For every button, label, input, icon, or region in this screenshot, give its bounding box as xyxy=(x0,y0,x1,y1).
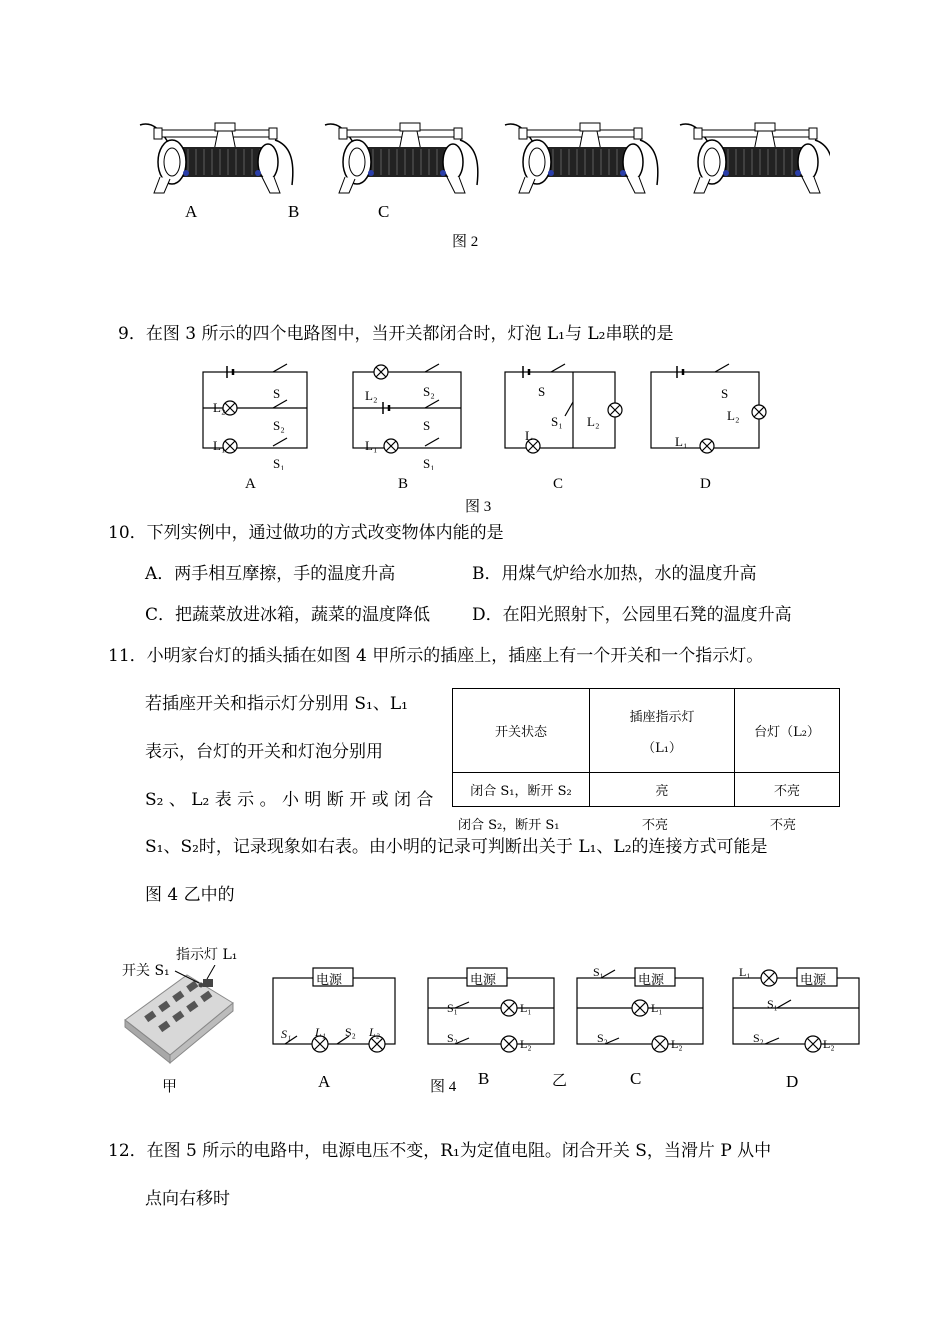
fig2-caption: 图 2 xyxy=(452,234,479,250)
svg-text:S₁: S₁ xyxy=(273,456,285,470)
svg-text:S: S xyxy=(423,418,431,433)
power-strip-image xyxy=(115,965,240,1070)
svg-text:L₁: L₁ xyxy=(520,1001,532,1015)
q10-option-c: C．把蔬菜放进冰箱，蔬菜的温度降低 xyxy=(145,605,431,625)
fig3-label-d: D xyxy=(700,476,711,492)
q11-record-table xyxy=(452,688,840,807)
svg-text:S: S xyxy=(721,386,729,401)
svg-text:S₂: S₂ xyxy=(753,1031,764,1045)
svg-text:S: S xyxy=(273,386,281,401)
q10-option-b: B．用煤气炉给水加热，水的温度升高 xyxy=(472,564,757,584)
fig4-a-power-label: 电源 xyxy=(316,973,343,988)
table-header-indicator xyxy=(590,689,735,773)
svg-text:L₂: L₂ xyxy=(213,400,226,415)
svg-text:S₂: S₂ xyxy=(345,1025,356,1039)
figure-2-rheostats xyxy=(130,115,830,220)
svg-text:S₁: S₁ xyxy=(551,414,563,429)
table-cell: 不亮 xyxy=(770,818,797,833)
q11-text: 11．小明家台灯的插头插在如图 4 甲所示的插座上，插座上有一个开关和一个指示灯。 xyxy=(108,646,764,666)
table-header-switch: 开关状态 xyxy=(453,689,590,773)
fig4-label-b: B xyxy=(478,1069,490,1088)
svg-text:S: S xyxy=(538,384,546,399)
q10-option-d: D．在阳光照射下，公园里石凳的温度升高 xyxy=(472,605,792,625)
svg-text:S₁: S₁ xyxy=(593,965,604,979)
svg-text:L₁: L₁ xyxy=(315,1025,326,1039)
fig3-label-a: A xyxy=(245,476,256,492)
svg-text:L₂: L₂ xyxy=(671,1037,683,1051)
fig4-label-d: D xyxy=(786,1072,799,1091)
svg-text:L₁: L₁ xyxy=(213,438,226,453)
q11-tail2: 图 4 乙中的 xyxy=(145,885,235,905)
svg-text:L₁: L₁ xyxy=(365,438,378,453)
q9-text: 9．在图 3 所示的四个电路图中，当开关都闭合时，灯泡 L₁与 L₂串联的是 xyxy=(118,324,674,344)
svg-text:S₁: S₁ xyxy=(423,456,435,470)
fig4-label-a: A xyxy=(318,1072,331,1091)
q11-body-line1: 若插座开关和指示灯分别用 S₁、L₁ xyxy=(145,694,408,714)
switch-s1-label: 开关 S₁ xyxy=(122,963,170,979)
q10-text: 10．下列实例中，通过做功的方式改变物体内能的是 xyxy=(108,523,504,543)
svg-text:S₁: S₁ xyxy=(281,1027,292,1041)
q11-body-line3: S₂ 、 L₂ 表 示 。 小 明 断 开 或 闭 合 xyxy=(145,790,434,810)
figure-4-circuits xyxy=(265,958,870,1058)
figure-3-circuits xyxy=(195,360,775,470)
svg-text:L₂: L₂ xyxy=(587,414,600,429)
svg-text:L: L xyxy=(525,428,533,443)
svg-text:S₁: S₁ xyxy=(767,997,778,1011)
table-cell: 闭合 S₂，断开 S₁ xyxy=(458,818,560,833)
fig3-label-b: B xyxy=(398,476,409,492)
svg-text:S₂: S₂ xyxy=(597,1031,608,1045)
svg-text:L₁: L₁ xyxy=(651,1001,663,1015)
svg-text:S₂: S₂ xyxy=(273,418,285,433)
fig2-label-c: C xyxy=(378,202,390,221)
table-header-indicator-line1: 插座指示灯 xyxy=(629,709,695,725)
q11-body-line2: 表示，台灯的开关和灯泡分别用 xyxy=(145,742,383,762)
q10-option-a: A．两手相互摩擦，手的温度升高 xyxy=(145,564,396,584)
svg-text:L₁: L₁ xyxy=(739,965,751,979)
svg-text:L₂: L₂ xyxy=(520,1037,532,1051)
fig4-d-power-label: 电源 xyxy=(800,973,827,988)
svg-text:S₁: S₁ xyxy=(447,1001,458,1015)
svg-text:S₂: S₂ xyxy=(447,1031,458,1045)
table-cell: 不亮 xyxy=(642,818,669,833)
svg-text:L₂: L₂ xyxy=(369,1025,380,1039)
q11-tail: S₁、S₂时，记录现象如右表。由小明的记录可判断出关于 L₁、L₂的连接方式可能是 xyxy=(145,837,768,857)
svg-text:S₂: S₂ xyxy=(423,384,435,399)
fig3-label-c: C xyxy=(553,476,564,492)
q12-text: 12．在图 5 所示的电路中，电源电压不变，R₁为定值电阻。闭合开关 S，当滑片 P 从中 xyxy=(108,1141,772,1161)
fig4-jia: 甲 xyxy=(162,1079,178,1095)
fig4-label-c: C xyxy=(630,1069,642,1088)
table-cell: 亮 xyxy=(590,773,735,807)
table-cell: 闭合 S₁，断开 S₂ xyxy=(453,773,590,807)
fig4-caption: 图 4 xyxy=(430,1079,457,1095)
indicator-l1-label: 指示灯 L₁ xyxy=(176,947,238,963)
table-header-indicator-line2: （L₁） xyxy=(642,740,682,756)
table-cell: 不亮 xyxy=(735,773,840,807)
fig4-c-power-label: 电源 xyxy=(638,973,665,988)
svg-text:L₂: L₂ xyxy=(727,408,740,423)
fig2-label-b: B xyxy=(288,202,300,221)
q12-text2: 点向右移时 xyxy=(145,1189,230,1209)
svg-text:L₂: L₂ xyxy=(365,388,378,403)
fig3-caption: 图 3 xyxy=(465,499,492,515)
svg-text:L₁: L₁ xyxy=(675,434,688,449)
fig4-yi: 乙 xyxy=(552,1073,568,1089)
fig4-b-power-label: 电源 xyxy=(470,973,497,988)
table-header-lamp: 台灯（L₂） xyxy=(735,689,840,773)
svg-text:L₂: L₂ xyxy=(823,1037,835,1051)
fig2-label-a: A xyxy=(185,202,198,221)
